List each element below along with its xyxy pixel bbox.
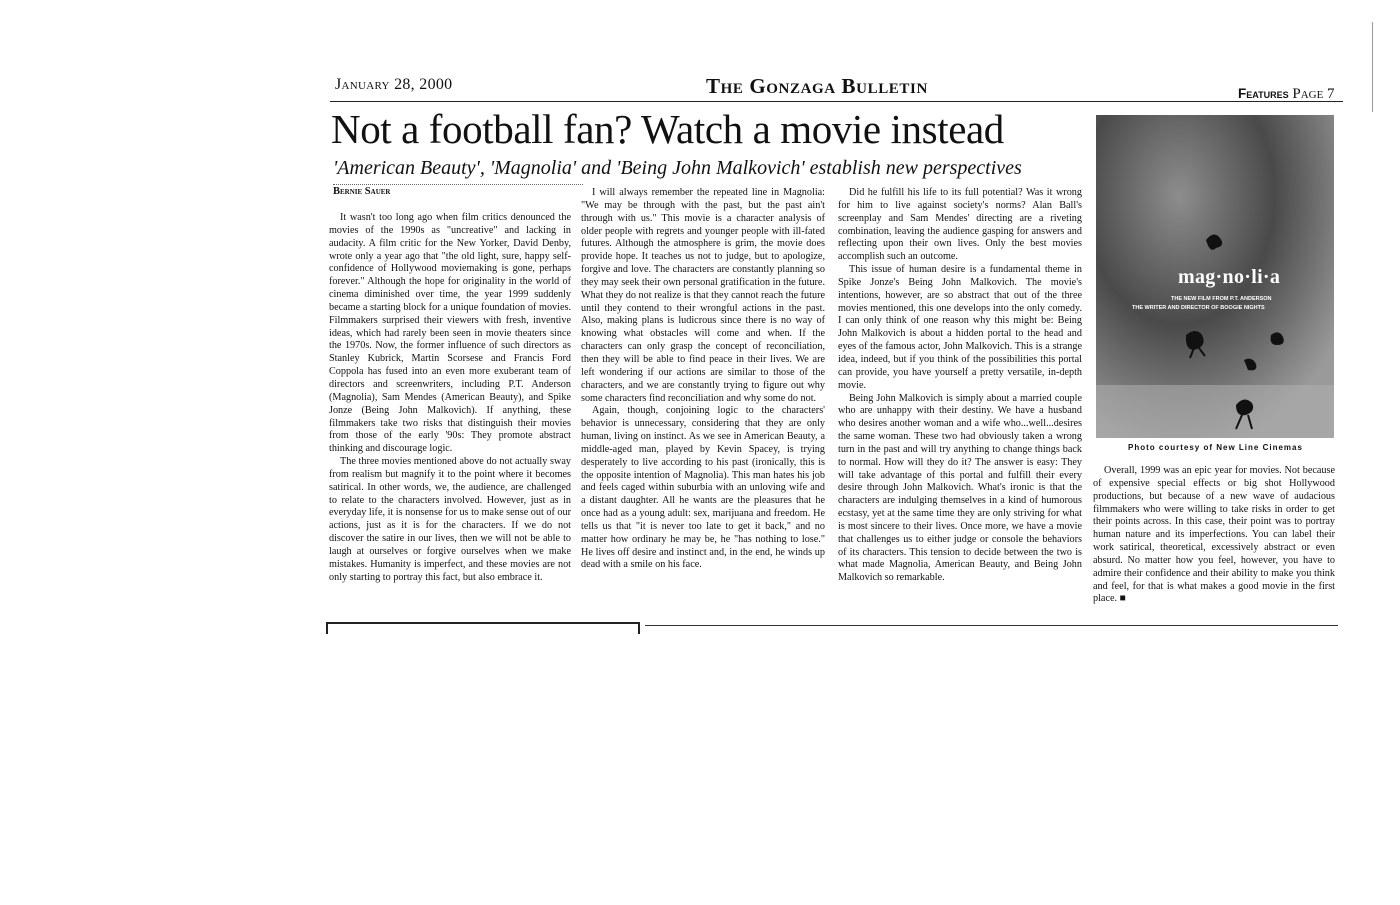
paragraph: I will always remember the repeated line in Magnolia: "We may be through with the past, but the past ain't through with us." This movie is a character analysis of older people with regrets and younger people with ill-fated futures. Although the atmosphere is grim, the movie does provide hope. It teaches us not to judge, but to apologize, forgive and love. The characters are constantly planning so they may seek their own personal gratification in the future. What they do not realize is that they cannot reach the future until they contend to their wrongful actions in the past. Also, making plans is ludicrous since there is no way of knowing what obstacles will come and when. If the characters can only grasp the concept of reconciliation, then they will be able to find peace in their lives. We are left wondering if our actions are similar to those of the characters, and we are constantly trying to figure out why some characters find reconciliation and why some do not. — [581, 187, 825, 404]
paragraph: Overall, 1999 was an epic year for movies. Not because of expensive special effects or big shot Hollywood productions, but because of a new wave of audacious filmmakers who were willing to take risks in order to get their points across. In this case, their point was to portray human nature and its imperfections. You can label their work satirical, theoretical, excessively abstract or even absurd. No matter how you feel, however, you have to admire their confidence and their ability to make you think and feel, for that is what makes a good movie in the first place. ■ — [1093, 465, 1335, 605]
page-number: Page 7 — [1292, 86, 1335, 102]
paragraph: It wasn't too long ago when film critics denounced the movies of the 1990s as "uncreative" and lacking in audacity. A film critic for the New Yorker, David Denby, wrote only a year ago that "the old light, sure, happy self-confidence of Hollywood moviemaking is gone, perhaps forever." Although the hope for originality in the world of cinema diminished over time, the year 1999 suddenly became a starting block for a unique foundation of movies. Filmmakers surprised their viewers with fresh, inventive ideas, which had rarely been seen in movie theaters since the 1970s. Now, the former influence of such directors as Stanley Kubrick, Martin Scorsese and Francis Ford Coppola has fused into an even more exuberant team of directors and screenwriters, including P.T. Anderson (Magnolia), Sam Mendes (American Beauty), and Spike Jonze (Being John Malkovich). If anything, these filmmakers take two risks that distinguish their movies from those of the early '90s: They promote abstract thinking and discourage logic. — [329, 212, 571, 455]
article-column-3 — [838, 187, 1082, 585]
poster-tagline: THE WRITER AND DIRECTOR OF BOOGIE NIGHTS — [1132, 305, 1265, 311]
article-column-2 — [581, 187, 825, 572]
next-story-box-edge — [326, 622, 640, 634]
magnolia-poster-photo — [1096, 115, 1334, 438]
paragraph: Again, though, conjoining logic to the characters' behavior is unnecessary, considering that they are only human, living on instinct. As we see in American Beauty, a middle-aged man, played by Kevin Spacey, is trying desperately to live according to his past (ironically, this is the opposite intention of Magnolia). This man hates his job and feels caged within suburbia with an unloving wife and a distant daughter. All he wants are the pleasures that he once had as a young adult: sex, marijuana and freedom. He tells us that "it is never too late to get it back," and no matter how ordinary he may be, he "has nothing to lose." He lives off desire and instinct and, in the end, he winds up dead with a smile on his face. — [581, 405, 825, 571]
poster-title: mag·no·li·a — [1178, 266, 1281, 288]
scan-edge-mark — [1372, 22, 1373, 112]
article-column-1 — [329, 212, 571, 584]
photo-caption: Photo courtesy of New Line Cinemas — [1128, 443, 1303, 452]
issue-date: January 28, 2000 — [335, 76, 453, 93]
paragraph: Being John Malkovich is simply about a married couple who are unhappy with their destiny. We have a husband who desires another woman and a wife who...well...desires the same woman. These two had obviously taken a wrong turn in the past and will try anything to change things back to normal. How will they do it? The answer is easy: They will take advantage of this portal and fulfill their every desire through John Malkovich. What's ironic is that the characters are indulging themselves in a kind of humorous ecstasy, yet at the same time they are only striving for what is most sincere to their lives. Once more, we have a movie that challenges us to either judge or console the behaviors of its characters. This tension to decide between the two is what made Magnolia, American Beauty, and Being John Malkovich so remarkable. — [838, 392, 1082, 584]
poster-tagline: THE NEW FILM FROM P.T. ANDERSON — [1171, 296, 1272, 302]
paragraph: The three movies mentioned above do not actually sway from realism but magnify it to the point where it becomes satirical. In other words, we, the audience, are challenged to relate to the characters involved. However, just as in everyday life, it is nonsense for us to make sense out of our actions, just as it is for the characters. If we do not discover the satire in our lives, then we will not be able to laugh at ourselves or forgive ourselves when we make mistakes. Humanity is imperfect, and these movies are not only starting to portray this fact, but also embrace it. — [329, 456, 571, 583]
paragraph: This issue of human desire is a fundamental theme in Spike Jonze's Being John Malkovich. The movie's intentions, however, are so abstract that out of the three movies mentioned, this one develops into the only comedy. I can only think of one reason why this might be: Being John Malkovich is about a hidden portal to the head and eyes of the famous actor, John Malkovich. This is a strange idea, indeed, but if you think of the possibilities this portal can provide, you have yourself a pretty versatile, in-depth movie. — [838, 264, 1082, 391]
byline-rule — [333, 184, 583, 185]
article-column-4 — [1093, 465, 1335, 606]
masthead-rule — [330, 101, 1343, 102]
paragraph: Did he fulfill his life to its full potential? Was it wrong for him to live against society's norms? Alan Ball's screenplay and Sam Mendes' directing are a riveting combination, leaving the audience gasping for answers and reflecting upon their own lives. Only the best movies accomplish such an outcome. — [838, 187, 1082, 263]
newspaper-name: The Gonzaga Bulletin — [706, 74, 928, 98]
section-label: Features — [1238, 86, 1289, 101]
bottom-rule — [645, 625, 1338, 626]
article-headline: Not a football fan? Watch a movie instead — [331, 106, 1004, 152]
article-deck: 'American Beauty', 'Magnolia' and 'Being John Malkovich' establish new perspectives — [333, 157, 1022, 179]
byline: Bernie Sauer — [333, 186, 391, 197]
